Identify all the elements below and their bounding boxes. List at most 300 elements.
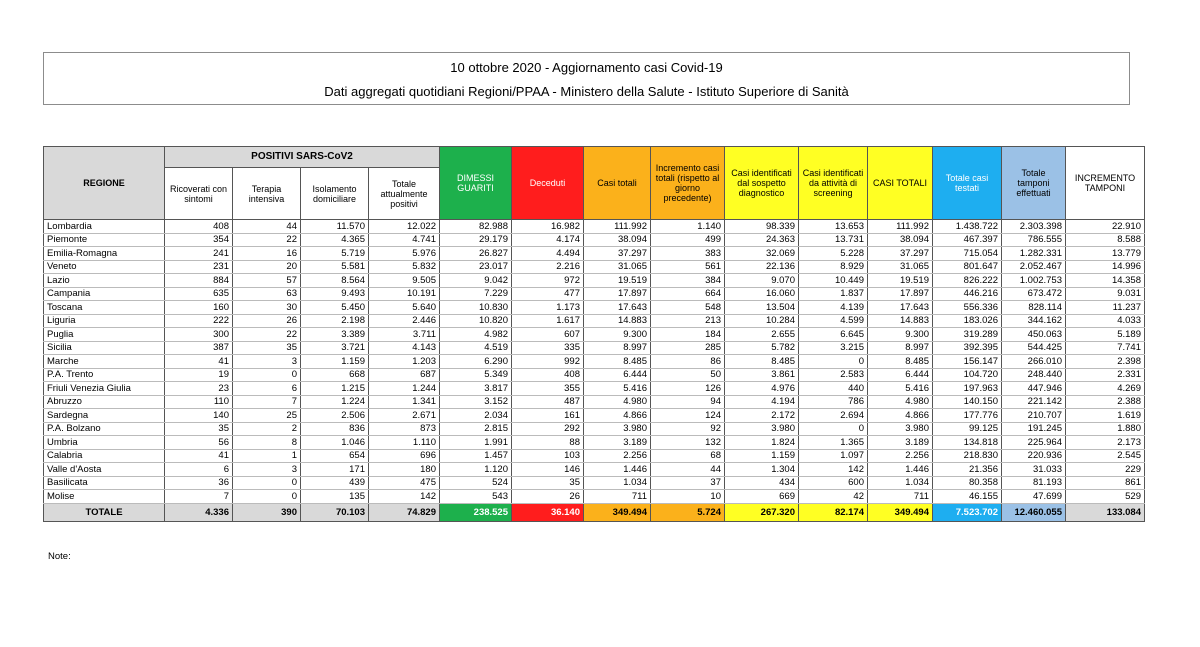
cell-dimessi: 26.827	[440, 247, 512, 261]
cell-casi-testati: 1.438.722	[933, 220, 1002, 234]
cell-screening: 2.694	[799, 409, 868, 423]
cell-casi-totali-caps: 111.992	[868, 220, 933, 234]
cell-incremento-casi: 132	[651, 436, 725, 450]
cell-totale-positivi: 9.505	[369, 274, 440, 288]
cell-sospetto-diagnostico: 1.159	[725, 449, 799, 463]
cell-ricoverati: 19	[165, 368, 233, 382]
cell-sospetto-diagnostico: 9.070	[725, 274, 799, 288]
cell-terapia-intensiva: 3	[233, 355, 301, 369]
cell-casi-totali-caps: 17.643	[868, 301, 933, 315]
cell-regione: Lazio	[44, 274, 165, 288]
cell-terapia-intensiva: 1	[233, 449, 301, 463]
total-cell-screening: 82.174	[799, 503, 868, 521]
cell-totale-positivi: 5.976	[369, 247, 440, 261]
cell-regione: Veneto	[44, 260, 165, 274]
cell-casi-testati: 715.054	[933, 247, 1002, 261]
cell-deceduti: 26	[512, 490, 584, 504]
cell-casi-testati: 177.776	[933, 409, 1002, 423]
cell-casi-testati: 218.830	[933, 449, 1002, 463]
cell-regione: Umbria	[44, 436, 165, 450]
cell-dimessi: 1.120	[440, 463, 512, 477]
cell-sospetto-diagnostico: 98.339	[725, 220, 799, 234]
cell-incremento-casi: 285	[651, 341, 725, 355]
total-cell-casi-totali: 349.494	[584, 503, 651, 521]
cell-ricoverati: 23	[165, 382, 233, 396]
cell-deceduti: 161	[512, 409, 584, 423]
cell-casi-totali: 8.997	[584, 341, 651, 355]
cell-dimessi: 1.457	[440, 449, 512, 463]
cell-incremento-casi: 94	[651, 395, 725, 409]
cell-terapia-intensiva: 2	[233, 422, 301, 436]
cell-tamponi: 786.555	[1002, 233, 1066, 247]
cell-incremento-tamponi: 2.388	[1066, 395, 1145, 409]
cell-isolamento: 1.215	[301, 382, 369, 396]
cell-screening: 13.653	[799, 220, 868, 234]
cell-casi-totali: 3.980	[584, 422, 651, 436]
col-header-isolamento: Isolamento domiciliare	[301, 168, 369, 220]
total-cell-terapia-intensiva: 390	[233, 503, 301, 521]
cell-screening: 1.365	[799, 436, 868, 450]
cell-tamponi: 266.010	[1002, 355, 1066, 369]
cell-screening: 4.139	[799, 301, 868, 315]
cell-ricoverati: 41	[165, 355, 233, 369]
cell-totale-positivi: 180	[369, 463, 440, 477]
cell-dimessi: 4.519	[440, 341, 512, 355]
col-header-terapia-intensiva: Terapia intensiva	[233, 168, 301, 220]
cell-casi-totali: 17.897	[584, 287, 651, 301]
cell-tamponi: 1.002.753	[1002, 274, 1066, 288]
cell-incremento-tamponi: 2.173	[1066, 436, 1145, 450]
cell-screening: 5.228	[799, 247, 868, 261]
cell-terapia-intensiva: 30	[233, 301, 301, 315]
cell-casi-totali: 37.297	[584, 247, 651, 261]
cell-casi-totali-caps: 1.446	[868, 463, 933, 477]
table-row	[44, 314, 1145, 328]
cell-sospetto-diagnostico: 32.069	[725, 247, 799, 261]
cell-casi-testati: 80.358	[933, 476, 1002, 490]
cell-incremento-tamponi: 11.237	[1066, 301, 1145, 315]
cell-incremento-tamponi: 861	[1066, 476, 1145, 490]
cell-dimessi: 3.817	[440, 382, 512, 396]
cell-casi-totali: 5.416	[584, 382, 651, 396]
col-header-regione: REGIONE	[44, 147, 165, 220]
cell-casi-testati: 467.397	[933, 233, 1002, 247]
col-header-casi-totali-caps: CASI TOTALI	[868, 147, 933, 220]
cell-screening: 4.599	[799, 314, 868, 328]
cell-incremento-tamponi: 14.358	[1066, 274, 1145, 288]
cell-regione: Calabria	[44, 449, 165, 463]
cell-totale-positivi: 1.203	[369, 355, 440, 369]
cell-incremento-casi: 124	[651, 409, 725, 423]
cell-casi-totali-caps: 17.897	[868, 287, 933, 301]
cell-incremento-tamponi: 229	[1066, 463, 1145, 477]
total-cell-incremento-tamponi: 133.084	[1066, 503, 1145, 521]
cell-sospetto-diagnostico: 3.980	[725, 422, 799, 436]
cell-isolamento: 439	[301, 476, 369, 490]
cell-regione: Abruzzo	[44, 395, 165, 409]
cell-regione: Marche	[44, 355, 165, 369]
cell-terapia-intensiva: 3	[233, 463, 301, 477]
table-row	[44, 395, 1145, 409]
col-header-ricoverati: Ricoverati con sintomi	[165, 168, 233, 220]
cell-deceduti: 487	[512, 395, 584, 409]
cell-totale-positivi: 5.832	[369, 260, 440, 274]
cell-incremento-casi: 499	[651, 233, 725, 247]
report-title: 10 ottobre 2020 - Aggiornamento casi Covid-19	[450, 60, 723, 75]
cell-regione: Piemonte	[44, 233, 165, 247]
cell-terapia-intensiva: 0	[233, 476, 301, 490]
cell-ricoverati: 35	[165, 422, 233, 436]
cell-isolamento: 836	[301, 422, 369, 436]
cell-casi-totali: 31.065	[584, 260, 651, 274]
table-body	[44, 220, 1145, 522]
cell-tamponi: 2.303.398	[1002, 220, 1066, 234]
total-cell-totale-positivi: 74.829	[369, 503, 440, 521]
cell-incremento-tamponi: 22.910	[1066, 220, 1145, 234]
cell-totale-positivi: 1.341	[369, 395, 440, 409]
table-row	[44, 341, 1145, 355]
cell-regione: Valle d'Aosta	[44, 463, 165, 477]
cell-terapia-intensiva: 22	[233, 328, 301, 342]
cell-incremento-tamponi: 1.880	[1066, 422, 1145, 436]
cell-casi-totali: 1.446	[584, 463, 651, 477]
cell-incremento-tamponi: 7.741	[1066, 341, 1145, 355]
cell-incremento-casi: 126	[651, 382, 725, 396]
cell-regione: Molise	[44, 490, 165, 504]
cell-casi-testati: 156.147	[933, 355, 1002, 369]
cell-deceduti: 1.173	[512, 301, 584, 315]
cell-dimessi: 5.349	[440, 368, 512, 382]
cell-ricoverati: 387	[165, 341, 233, 355]
cell-casi-totali-caps: 4.866	[868, 409, 933, 423]
cell-totale-positivi: 4.143	[369, 341, 440, 355]
cell-casi-totali: 14.883	[584, 314, 651, 328]
cell-sospetto-diagnostico: 24.363	[725, 233, 799, 247]
cell-tamponi: 47.699	[1002, 490, 1066, 504]
cell-isolamento: 2.198	[301, 314, 369, 328]
cell-casi-testati: 801.647	[933, 260, 1002, 274]
cell-tamponi: 544.425	[1002, 341, 1066, 355]
table-row	[44, 260, 1145, 274]
cell-screening: 2.583	[799, 368, 868, 382]
note-label: Note:	[48, 551, 71, 562]
cell-incremento-tamponi: 4.269	[1066, 382, 1145, 396]
cell-casi-totali-caps: 14.883	[868, 314, 933, 328]
cell-screening: 1.097	[799, 449, 868, 463]
col-header-dimessi: DIMESSI GUARITI	[440, 147, 512, 220]
col-header-casi-testati: Totale casi testati	[933, 147, 1002, 220]
cell-casi-totali-caps: 9.300	[868, 328, 933, 342]
cell-sospetto-diagnostico: 13.504	[725, 301, 799, 315]
cell-incremento-casi: 68	[651, 449, 725, 463]
cell-isolamento: 4.365	[301, 233, 369, 247]
cell-tamponi: 447.946	[1002, 382, 1066, 396]
table-row	[44, 409, 1145, 423]
cell-incremento-tamponi: 1.619	[1066, 409, 1145, 423]
total-cell-ricoverati: 4.336	[165, 503, 233, 521]
cell-tamponi: 248.440	[1002, 368, 1066, 382]
cell-sospetto-diagnostico: 5.782	[725, 341, 799, 355]
cell-incremento-casi: 92	[651, 422, 725, 436]
cell-dimessi: 10.830	[440, 301, 512, 315]
table-row	[44, 220, 1145, 234]
cell-totale-positivi: 10.191	[369, 287, 440, 301]
cell-sospetto-diagnostico: 2.172	[725, 409, 799, 423]
cell-tamponi: 31.033	[1002, 463, 1066, 477]
cell-dimessi: 9.042	[440, 274, 512, 288]
table-row	[44, 301, 1145, 315]
cell-tamponi: 210.707	[1002, 409, 1066, 423]
cell-totale-positivi: 4.741	[369, 233, 440, 247]
cell-isolamento: 654	[301, 449, 369, 463]
col-header-casi-totali: Casi totali	[584, 147, 651, 220]
cell-incremento-casi: 50	[651, 368, 725, 382]
cell-totale-positivi: 1.244	[369, 382, 440, 396]
cell-deceduti: 4.494	[512, 247, 584, 261]
cell-totale-positivi: 475	[369, 476, 440, 490]
cell-screening: 42	[799, 490, 868, 504]
cell-screening: 1.837	[799, 287, 868, 301]
cell-casi-totali: 6.444	[584, 368, 651, 382]
cell-totale-positivi: 5.640	[369, 301, 440, 315]
report-subtitle: Dati aggregati quotidiani Regioni/PPAA - Ministero della Salute - Istituto Superiore di Sanità	[324, 84, 849, 99]
col-header-sospetto-diagnostico: Casi identificati dal sospetto diagnostico	[725, 147, 799, 220]
cell-tamponi: 828.114	[1002, 301, 1066, 315]
table-row	[44, 436, 1145, 450]
cell-isolamento: 11.570	[301, 220, 369, 234]
cell-sospetto-diagnostico: 16.060	[725, 287, 799, 301]
cell-casi-totali: 38.094	[584, 233, 651, 247]
cell-ricoverati: 41	[165, 449, 233, 463]
cell-deceduti: 16.982	[512, 220, 584, 234]
cell-screening: 8.929	[799, 260, 868, 274]
cell-incremento-casi: 384	[651, 274, 725, 288]
cell-dimessi: 1.991	[440, 436, 512, 450]
total-cell-sospetto-diagnostico: 267.320	[725, 503, 799, 521]
cell-terapia-intensiva: 0	[233, 368, 301, 382]
total-cell-dimessi: 238.525	[440, 503, 512, 521]
cell-casi-testati: 46.155	[933, 490, 1002, 504]
cell-tamponi: 225.964	[1002, 436, 1066, 450]
cell-incremento-tamponi: 9.031	[1066, 287, 1145, 301]
cell-regione: Emilia-Romagna	[44, 247, 165, 261]
cell-casi-totali: 8.485	[584, 355, 651, 369]
cell-screening: 0	[799, 355, 868, 369]
table-row	[44, 287, 1145, 301]
cell-dimessi: 4.982	[440, 328, 512, 342]
cell-deceduti: 4.174	[512, 233, 584, 247]
table-row	[44, 382, 1145, 396]
cell-casi-testati: 21.356	[933, 463, 1002, 477]
cell-deceduti: 2.216	[512, 260, 584, 274]
cell-tamponi: 220.936	[1002, 449, 1066, 463]
cell-sospetto-diagnostico: 10.284	[725, 314, 799, 328]
cell-deceduti: 477	[512, 287, 584, 301]
cell-sospetto-diagnostico: 1.304	[725, 463, 799, 477]
cell-incremento-casi: 86	[651, 355, 725, 369]
cell-casi-testati: 134.818	[933, 436, 1002, 450]
cell-dimessi: 2.815	[440, 422, 512, 436]
cell-sospetto-diagnostico: 4.976	[725, 382, 799, 396]
cell-tamponi: 81.193	[1002, 476, 1066, 490]
cell-casi-testati: 319.289	[933, 328, 1002, 342]
table-row	[44, 355, 1145, 369]
cell-regione: Lombardia	[44, 220, 165, 234]
cell-regione: Basilicata	[44, 476, 165, 490]
cell-casi-totali: 4.866	[584, 409, 651, 423]
cell-deceduti: 88	[512, 436, 584, 450]
cell-totale-positivi: 696	[369, 449, 440, 463]
cell-sospetto-diagnostico: 2.655	[725, 328, 799, 342]
cell-isolamento: 3.389	[301, 328, 369, 342]
cell-isolamento: 5.719	[301, 247, 369, 261]
cell-terapia-intensiva: 57	[233, 274, 301, 288]
cell-dimessi: 524	[440, 476, 512, 490]
cell-deceduti: 1.617	[512, 314, 584, 328]
cell-dimessi: 23.017	[440, 260, 512, 274]
cell-casi-testati: 556.336	[933, 301, 1002, 315]
cell-incremento-tamponi: 2.545	[1066, 449, 1145, 463]
cell-incremento-tamponi: 4.033	[1066, 314, 1145, 328]
cell-dimessi: 29.179	[440, 233, 512, 247]
cell-tamponi: 450.063	[1002, 328, 1066, 342]
cell-isolamento: 5.450	[301, 301, 369, 315]
cell-incremento-casi: 561	[651, 260, 725, 274]
cell-deceduti: 992	[512, 355, 584, 369]
cell-casi-testati: 446.216	[933, 287, 1002, 301]
cell-casi-totali: 9.300	[584, 328, 651, 342]
cell-regione: Sardegna	[44, 409, 165, 423]
cell-casi-testati: 99.125	[933, 422, 1002, 436]
cell-regione: Puglia	[44, 328, 165, 342]
cell-isolamento: 2.506	[301, 409, 369, 423]
cell-isolamento: 8.564	[301, 274, 369, 288]
table-row	[44, 328, 1145, 342]
cell-ricoverati: 6	[165, 463, 233, 477]
cell-screening: 0	[799, 422, 868, 436]
total-cell-tamponi: 12.460.055	[1002, 503, 1066, 521]
cell-casi-testati: 140.150	[933, 395, 1002, 409]
total-cell-isolamento: 70.103	[301, 503, 369, 521]
cell-terapia-intensiva: 0	[233, 490, 301, 504]
cell-tamponi: 191.245	[1002, 422, 1066, 436]
cell-sospetto-diagnostico: 22.136	[725, 260, 799, 274]
cell-terapia-intensiva: 44	[233, 220, 301, 234]
total-cell-incremento-casi: 5.724	[651, 503, 725, 521]
cell-terapia-intensiva: 20	[233, 260, 301, 274]
cell-incremento-casi: 548	[651, 301, 725, 315]
col-header-tamponi: Totale tamponi effettuati	[1002, 147, 1066, 220]
cell-casi-testati: 197.963	[933, 382, 1002, 396]
cell-screening: 6.645	[799, 328, 868, 342]
table-row	[44, 368, 1145, 382]
cell-incremento-casi: 184	[651, 328, 725, 342]
cell-regione: Toscana	[44, 301, 165, 315]
cell-casi-totali-caps: 3.980	[868, 422, 933, 436]
cell-isolamento: 135	[301, 490, 369, 504]
cell-sospetto-diagnostico: 4.194	[725, 395, 799, 409]
cell-dimessi: 82.988	[440, 220, 512, 234]
cell-ricoverati: 300	[165, 328, 233, 342]
cell-regione: Friuli Venezia Giulia	[44, 382, 165, 396]
cell-dimessi: 6.290	[440, 355, 512, 369]
cell-isolamento: 5.581	[301, 260, 369, 274]
cell-terapia-intensiva: 22	[233, 233, 301, 247]
cell-casi-totali-caps: 1.034	[868, 476, 933, 490]
cell-screening: 13.731	[799, 233, 868, 247]
cell-terapia-intensiva: 25	[233, 409, 301, 423]
cell-dimessi: 2.034	[440, 409, 512, 423]
cell-incremento-casi: 1.140	[651, 220, 725, 234]
cell-casi-totali: 711	[584, 490, 651, 504]
cell-casi-totali: 3.189	[584, 436, 651, 450]
cell-terapia-intensiva: 26	[233, 314, 301, 328]
cell-screening: 440	[799, 382, 868, 396]
cell-casi-totali: 4.980	[584, 395, 651, 409]
cell-dimessi: 10.820	[440, 314, 512, 328]
cell-screening: 786	[799, 395, 868, 409]
cell-tamponi: 221.142	[1002, 395, 1066, 409]
cell-casi-totali-caps: 6.444	[868, 368, 933, 382]
cell-ricoverati: 56	[165, 436, 233, 450]
cell-totale-positivi: 1.110	[369, 436, 440, 450]
cell-casi-totali-caps: 8.997	[868, 341, 933, 355]
cell-incremento-casi: 383	[651, 247, 725, 261]
cell-terapia-intensiva: 8	[233, 436, 301, 450]
cell-sospetto-diagnostico: 669	[725, 490, 799, 504]
col-header-screening: Casi identificati da attività di screening	[799, 147, 868, 220]
cell-isolamento: 3.721	[301, 341, 369, 355]
cell-deceduti: 335	[512, 341, 584, 355]
cell-incremento-casi: 664	[651, 287, 725, 301]
table-row	[44, 274, 1145, 288]
cell-casi-totali-caps: 711	[868, 490, 933, 504]
cell-casi-testati: 104.720	[933, 368, 1002, 382]
cell-casi-totali-caps: 3.189	[868, 436, 933, 450]
total-cell-casi-testati: 7.523.702	[933, 503, 1002, 521]
cell-ricoverati: 354	[165, 233, 233, 247]
cell-casi-totali-caps: 8.485	[868, 355, 933, 369]
cell-deceduti: 146	[512, 463, 584, 477]
cell-incremento-casi: 37	[651, 476, 725, 490]
cell-deceduti: 103	[512, 449, 584, 463]
cell-deceduti: 408	[512, 368, 584, 382]
cell-sospetto-diagnostico: 434	[725, 476, 799, 490]
cell-casi-totali: 111.992	[584, 220, 651, 234]
cell-isolamento: 1.224	[301, 395, 369, 409]
cell-incremento-tamponi: 13.779	[1066, 247, 1145, 261]
cell-casi-totali: 2.256	[584, 449, 651, 463]
col-header-deceduti: Deceduti	[512, 147, 584, 220]
cell-incremento-casi: 213	[651, 314, 725, 328]
cell-totale-positivi: 3.711	[369, 328, 440, 342]
cell-incremento-casi: 44	[651, 463, 725, 477]
cell-casi-testati: 826.222	[933, 274, 1002, 288]
total-cell-regione: TOTALE	[44, 503, 165, 521]
cell-totale-positivi: 2.671	[369, 409, 440, 423]
cell-sospetto-diagnostico: 8.485	[725, 355, 799, 369]
cell-incremento-tamponi: 5.189	[1066, 328, 1145, 342]
cell-terapia-intensiva: 35	[233, 341, 301, 355]
table-row	[44, 490, 1145, 504]
cell-ricoverati: 231	[165, 260, 233, 274]
cell-terapia-intensiva: 7	[233, 395, 301, 409]
cell-regione: Campania	[44, 287, 165, 301]
cell-casi-totali-caps: 2.256	[868, 449, 933, 463]
title-box	[43, 52, 1130, 105]
cell-ricoverati: 408	[165, 220, 233, 234]
col-header-incremento-casi: Incremento casi totali (rispetto al giorno precedente)	[651, 147, 725, 220]
